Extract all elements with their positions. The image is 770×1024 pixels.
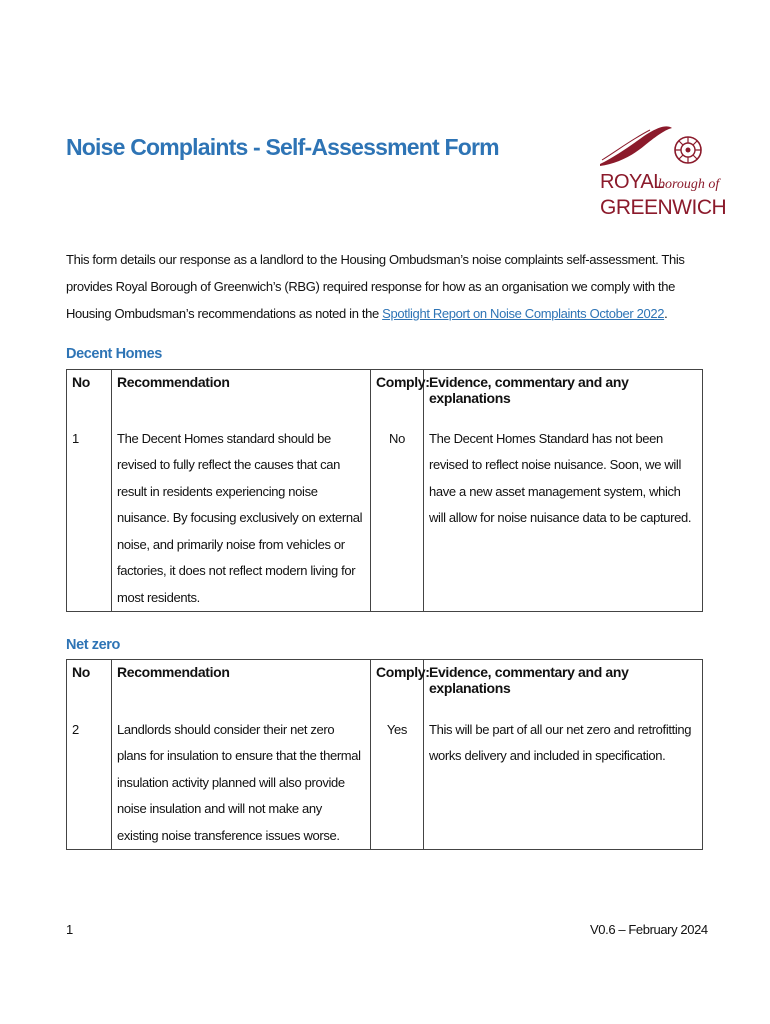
table-row	[67, 711, 703, 850]
intro-text-end: .	[664, 306, 668, 321]
table-row	[67, 420, 703, 612]
royal-greenwich-logo	[594, 120, 727, 224]
logo-text-greenwich: GREENWICH	[600, 196, 727, 219]
column-header-recommendation: Recommendation	[112, 370, 371, 420]
page-title: Noise Complaints - Self-Assessment Form	[66, 134, 499, 160]
row-number: 2	[67, 711, 112, 850]
comply-value: No	[371, 420, 424, 612]
section-heading-net-zero: Net zero	[66, 637, 121, 653]
recommendation-text: The Decent Homes standard should be revised to fully reflect the causes that can result in residents experiencing noise nuisance. By focusing exclusively on external noise, and primarily noise from vehicles or factories, it does not reflect modern living for most residents.	[112, 420, 371, 612]
document-version: V0.6 – February 2024	[590, 922, 708, 937]
section-heading-decent-homes: Decent Homes	[66, 346, 162, 362]
column-header-recommendation: Recommendation	[112, 660, 371, 711]
column-header-evidence: Evidence, commentary and any explanations	[424, 370, 703, 420]
row-number: 1	[67, 420, 112, 612]
logo-text-borough: borough of	[658, 177, 720, 192]
evidence-text: This will be part of all our net zero and retrofitting works delivery and included in specification.	[424, 711, 703, 850]
comply-value: Yes	[371, 711, 424, 850]
intro-paragraph	[66, 246, 706, 327]
column-header-no: No	[67, 370, 112, 420]
page-number: 1	[66, 922, 74, 937]
column-header-comply: Comply:	[371, 370, 424, 420]
decent-homes-table	[66, 369, 703, 612]
table-header-row	[67, 370, 703, 420]
column-header-comply: Comply:	[371, 660, 424, 711]
logo-text-royal: ROYAL	[600, 171, 664, 193]
spotlight-report-link[interactable]: Spotlight Report on Noise Complaints October 2022	[382, 306, 665, 321]
logo-graphic	[594, 120, 727, 224]
column-header-evidence: Evidence, commentary and any explanations	[424, 660, 703, 711]
intro-text: This form details our response as a landlord to the Housing Ombudsman’s noise complaints self-assessment. This provides Royal Borough of Greenwich’s (RBG) required response for how as an organisation we comply with the Housing Ombudsman’s recommendations as noted in the	[66, 252, 685, 321]
column-header-no: No	[67, 660, 112, 711]
net-zero-table	[66, 659, 703, 850]
table-header-row	[67, 660, 703, 711]
recommendation-text: Landlords should consider their net zero plans for insulation to ensure that the thermal insulation activity planned will also provide noise insulation and will not make any existing noise transference issues worse.	[112, 711, 371, 850]
evidence-text: The Decent Homes Standard has not been revised to reflect noise nuisance. Soon, we will have a new asset management system, which will allow for noise nuisance data to be captured.	[424, 420, 703, 612]
